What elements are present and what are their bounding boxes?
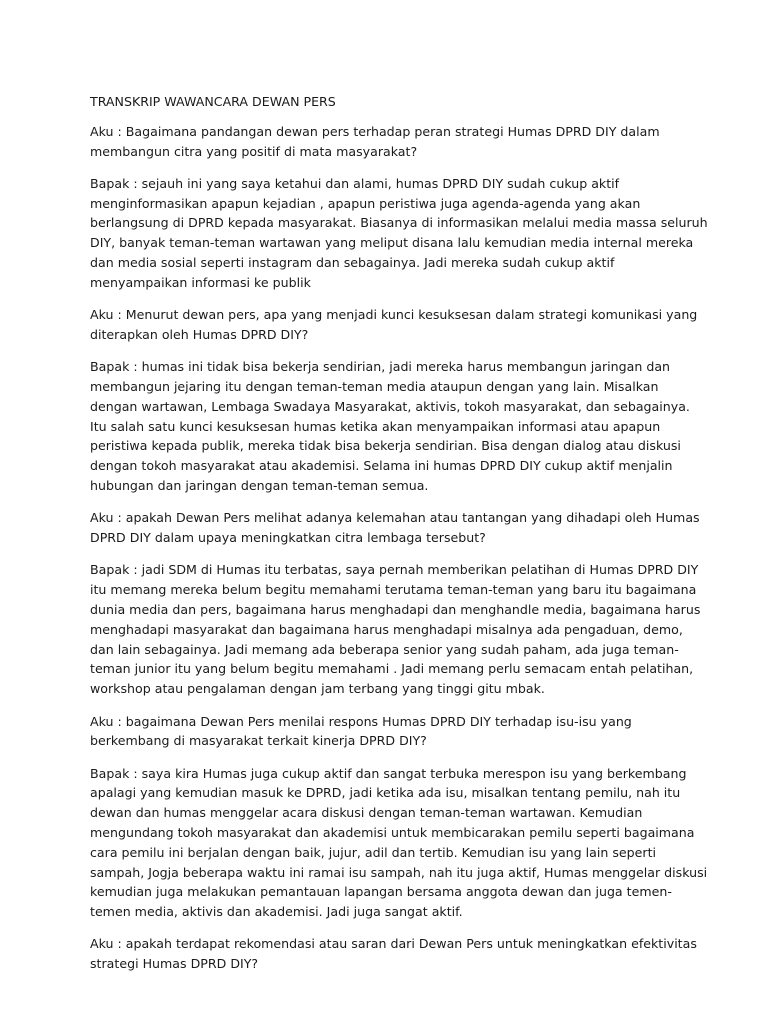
answer-3: Bapak : jadi SDM di Humas itu terbatas, saya pernah memberikan pelatihan di Humas DPRD DIY itu memang mereka belum begitu memahami terutama teman-teman yang baru itu bagaimana dunia media dan pers, bagaimana harus menghadapi dan menghandle media, bagaimana harus menghadapi masyarakat dan bagaimana harus menghadapi misalnya ada pengaduan, demo, dan lain sebagainya. Jadi memang ada beberapa senior yang sudah paham, ada juga teman-teman junior itu yang belum begitu memahami . Jadi memang perlu semacam entah pelatihan, workshop atau pengalaman dengan jam terbang yang tinggi gitu mbak. bbox=[90, 562, 701, 697]
question-3: Aku : apakah Dewan Pers melihat adanya kelemahan atau tantangan yang dihadapi oleh Humas DPRD DIY dalam upaya meningkatkan citra lembaga tersebut? bbox=[90, 510, 700, 546]
answer-4: Bapak : saya kira Humas juga cukup aktif dan sangat terbuka merespon isu yang berkembang apalagi yang kemudian masuk ke DPRD, jadi ketika ada isu, misalkan tentang pemilu, nah itu dewan dan humas menggelar acara diskusi dengan teman-teman wartawan. Kemudian mengundang tokoh masyarakat dan akademisi untuk membicarakan pemilu seperti bagaimana cara pemilu ini berjalan dengan baik, jujur, adil dan tertib. Kemudian isu yang lain seperti sampah, Jogja beberapa waktu ini ramai isu sampah, nah itu juga aktif, Humas menggelar diskusi kemudian juga melakukan pemantauan lapangan bersama anggota dewan dan juga temen-temen media, aktivis dan akademisi. Jadi juga sangat aktif. bbox=[90, 765, 708, 920]
question-1: Aku : Bagaimana pandangan dewan pers terhadap peran strategi Humas DPRD DIY dalam membangun citra yang positif di mata masyarakat? bbox=[90, 123, 660, 159]
document-title: TRANSKRIP WAWANCARA DEWAN PERS bbox=[90, 94, 336, 109]
answer-1: Bapak : sejauh ini yang saya ketahui dan alami, humas DPRD DIY sudah cukup aktif menginformasikan apapun kejadian , apapun peristiwa juga agenda-agenda yang akan berlangsung di DPRD kepada masyarakat. Biasanya di informasikan melalui media massa seluruh DIY, banyak teman-teman wartawan yang meliput disana lalu kemudian media internal mereka dan media sosial seperti instagram dan sebagainya. Jadi mereka sudah cukup aktif menyampaikan informasi ke publik bbox=[90, 175, 708, 290]
question-2: Aku : Menurut dewan pers, apa yang menjadi kunci kesuksesan dalam strategi komunikasi yang diterapkan oleh Humas DPRD DIY? bbox=[90, 307, 698, 342]
answer-2: Bapak : humas ini tidak bisa bekerja sendirian, jadi mereka harus membangun jaringan dan membangun jejaring itu dengan teman-teman media ataupun dengan yang lain. Misalkan dengan wartawan, Lembaga Swadaya Masyarakat, aktivis, tokoh masyarakat, dan sebagainya. Itu salah satu kunci kesuksesan humas ketika akan menyampaikan informasi atau apapun peristiwa kepada publik, mereka tidak bisa bekerja sendirian. Bisa dengan dialog atau diskusi dengan tokoh masyarakat atau akademisi. Selama ini humas DPRD DIY cukup aktif menjalin hubungan dan jaringan dengan teman-teman semua. bbox=[90, 359, 690, 494]
question-4: Aku : bagaimana Dewan Pers menilai respons Humas DPRD DIY terhadap isu-isu yang berkembang di masyarakat terkait kinerja DPRD DIY? bbox=[90, 713, 632, 749]
question-5: Aku : apakah terdapat rekomendasi atau saran dari Dewan Pers untuk meningkatkan efektivitas strategi Humas DPRD DIY? bbox=[90, 936, 697, 972]
